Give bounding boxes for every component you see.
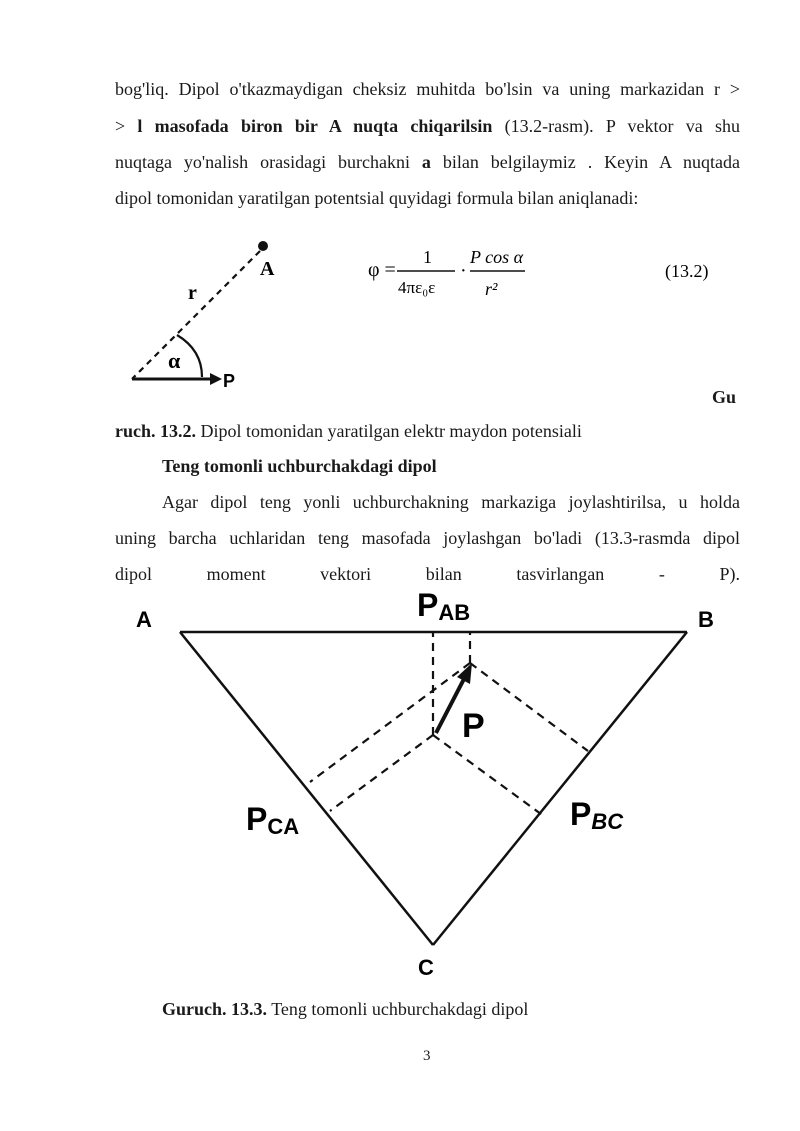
- side-bc: [433, 632, 687, 945]
- vertex-c-label: C: [418, 955, 434, 980]
- formula-denominator-1: 4πε₀ε: [398, 278, 436, 297]
- word: tasvirlangan: [516, 564, 605, 584]
- text-segment: nuqtaga yo'nalish orasidagi burchakni: [115, 152, 422, 172]
- p-vector-arrowhead: [210, 373, 222, 385]
- paragraph2-line1: Agar dipol teng yonli uchburchakning markaziga joylashtirilsa, u holda: [162, 492, 740, 512]
- word: vektori: [320, 564, 372, 584]
- formula-denominator-2: r²: [485, 279, 498, 299]
- formula-numerator-2: P cos α: [470, 247, 524, 267]
- vertex-b-label: B: [698, 607, 714, 632]
- figure-13-2: [110, 235, 750, 395]
- formula-lhs: φ =: [368, 259, 396, 281]
- r-label: r: [188, 282, 197, 304]
- dipole-vector-line: [436, 677, 465, 733]
- paragraph2-line2: uning barcha uchlaridan teng masofada joylashgan bo'ladi (13.3-rasmda dipol: [115, 528, 740, 548]
- figure-13-3: [0, 585, 800, 985]
- gt-symbol: >: [115, 116, 126, 136]
- p-bc-label: PBC: [570, 796, 624, 834]
- angle-arc: [177, 335, 202, 377]
- caption-13-2: [115, 420, 582, 442]
- section-heading: Teng tomonli uchburchakdagi dipol: [162, 456, 437, 476]
- alpha-label: α: [168, 348, 181, 373]
- center-to-bc-dash: [433, 735, 545, 817]
- p-center-label: P: [462, 707, 485, 745]
- caption-13-2-tail: Gu: [712, 387, 737, 407]
- bold-phrase: l masofada biron bir A nuqta chiqarilsin: [137, 116, 493, 136]
- angle-symbol-bold: a: [421, 152, 431, 172]
- word: bilan: [425, 564, 462, 584]
- text-segment: bilan belgilaymiz . Keyin A nuqtada: [430, 152, 740, 172]
- p-ca-label: PCA: [246, 801, 300, 839]
- word: dipol: [115, 564, 153, 584]
- caption-label: Guruch. 13.3.: [162, 999, 268, 1019]
- paragraph1-line4: dipol tomonidan yaratilgan potentsial quyidagi formula bilan aniqlanadi:: [115, 188, 639, 208]
- caption-text: Dipol tomonidan yaratilgan elektr maydon potensiali: [196, 421, 582, 441]
- p-ab-label: PAB: [417, 587, 471, 625]
- caption-text: Teng tomonli uchburchakdagi dipol: [267, 999, 529, 1019]
- formula-dot: ·: [460, 260, 467, 282]
- side-ca: [180, 632, 433, 945]
- word: P).: [719, 564, 740, 584]
- center-to-ca-dash: [330, 735, 433, 811]
- vertex-a-label: A: [136, 607, 152, 632]
- caption-13-3: [162, 998, 528, 1020]
- paragraph1-line3: [115, 151, 740, 173]
- formula-numerator-1: 1: [423, 247, 432, 267]
- tip-to-bc-dash: [470, 663, 588, 751]
- point-a-dot: [258, 241, 268, 251]
- paragraph1-line1: bog'liq. Dipol o'tkazmaydigan cheksiz muhitda bo'lsin va uning markazidan r >: [115, 79, 740, 99]
- paragraph1-line2: [115, 115, 740, 137]
- word: moment: [206, 564, 266, 584]
- word: -: [658, 564, 665, 584]
- paragraph2-line3: [115, 563, 740, 585]
- p-vector-label: P: [223, 371, 236, 391]
- point-a-label: A: [260, 258, 275, 280]
- figure-reference: (13.2-rasm). P vektor va shu: [492, 116, 740, 136]
- equation-number: (13.2): [665, 261, 709, 281]
- r-dashed-line: [132, 251, 260, 379]
- caption-label: ruch. 13.2.: [115, 421, 196, 441]
- tip-to-ca-dash: [310, 663, 470, 782]
- page-number: 3: [423, 1048, 431, 1064]
